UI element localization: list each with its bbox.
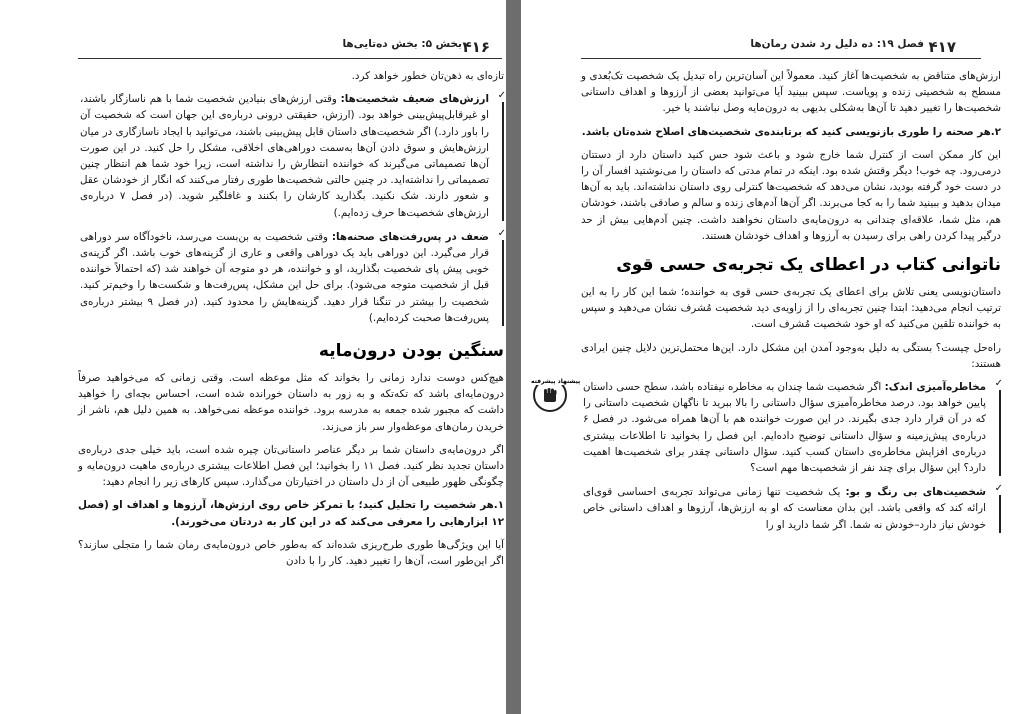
check-icon: ✓	[497, 227, 506, 239]
right-page-number: ۴۱۷	[928, 38, 956, 56]
hand-fist-icon	[540, 385, 560, 405]
left-page-number: ۴۱۶	[462, 38, 490, 56]
right-check-item-2	[581, 484, 1001, 533]
badge-label: پیشنهاد پیشرفته	[531, 378, 581, 385]
left-page	[0, 0, 506, 714]
left-check-item-1	[78, 91, 504, 221]
left-page-number-wrap	[457, 38, 496, 58]
right-check-1-lead: مخاطره‌آمیزی اندک:	[884, 381, 986, 394]
right-paragraph-5: راه‌حل چیست؟ بستگی به دلیل به‌وجود آمدن این مشکل دارد. این‌ها محتمل‌ترین دلایل چنین ایرادی هستند:	[581, 341, 1001, 370]
right-paragraph-3: این کار ممکن است از کنترل شما خارج شود و باعث شود حس کنید داستان دارد از دستتان درمی‌رود. چه خوب! دیگر وقتش شده بود. اینکه در تمام مدتی که داستان را می‌نوشتید افسار آن را در دست خود گرفته بودید، نشان می‌دهد که شخصیت‌ها کنترلی روی داستان نداشته‌اند. باید به آن‌ها میدان بدهید و ببینید شما را به کجا می‌برند. اگر آن‌ها آدم‌های زنده و سالم و صادقی باشند، خودشان هم، مثل شما، علاقه‌ای چندانی به درون‌مایه‌ی داستان نخواهند داشت. چنین آدم‌هایی بیش از حد درگیر پیدا کردن راهی برای رسیدن به آرزوها و اهداف خودشان هستند.	[581, 148, 1001, 242]
right-paragraph-1: ارزش‌های متناقض به شخصیت‌ها آغاز کنید. معمولاً این آسان‌ترین راه تبدیل یک شخصیت تک‌بُعدی و مسطح به شخصیتی زنده و پویاست. سپس ببینید آیا می‌توانید بعضی از آرزوها و اهداف داستانی شخصیت‌ها را تغییر دهید تا آن‌ها به‌شکلی بدیهی به درون‌مایه وصل نباشند یا خیر.	[581, 70, 1001, 115]
left-paragraph-1: هیچ‌کس دوست ندارد زمانی را بخواند که مثل موعظه است. وقتی زمانی که می‌خواهید صرفاً درون‌مایه‌ای باشد که تکه‌تکه و به زور به داستان خورانده شده است، احساس بچه‌ای را خواهید داشت که مجبور شده جمعه به مدرسه برود. خواننده موعظه نمی‌خواهد. به همین دلیل هم، ناشر از خریدن رمان‌های موعظه‌وار سر باز می‌زند.	[78, 372, 504, 433]
left-check-1-lead: ارزش‌های ضعیف شخصیت‌ها:	[340, 93, 489, 106]
right-paragraph-2: ۲.هر صحنه را طوری بازنویسی کنید که برتابنده‌ی شخصیت‌های اصلاح شده‌تان باشد.	[581, 125, 1001, 138]
left-paragraph-4: آیا این ویژگی‌ها طوری طرح‌ریزی شده‌اند که به‌طور خاص درون‌مایه‌ی رمان شما را متجلی سازند؟ اگر این‌طور است، آن‌ها را تغییر دهید. کار را با دادن	[78, 538, 504, 568]
left-section-heading: سنگین بودن درون‌مایه	[318, 341, 504, 362]
check-icon: ✓	[497, 90, 506, 102]
advanced-tip-badge	[531, 378, 581, 412]
right-check-2-lead: شخصیت‌های بی رنگ و بو:	[845, 486, 987, 499]
left-check-2-lead: ضعف در پس‌رفت‌های صحنه‌ها:	[331, 230, 489, 243]
right-header-rule	[581, 58, 981, 59]
right-check-item-1	[581, 379, 1001, 476]
right-paragraph-4: داستان‌نویسی یعنی تلاش برای اعطای یک تجربه‌ی حسی قوی به خواننده؛ شما این کار را به این ترتیب انجام می‌دهید: ابتدا چنین تجربه‌ای را از زاویه‌ی دید شخصیت مُشرف نشان می‌دهید و سپس به خواننده تلقین می‌کنید که او خود شخصیت مُشرف است.	[581, 286, 1001, 331]
left-running-header	[342, 38, 462, 58]
check-icon: ✓	[994, 483, 1003, 495]
right-running-header	[750, 38, 924, 58]
left-check-item-2	[78, 229, 504, 326]
left-paragraph-2: اگر درون‌مایه‌ی داستان شما بر دیگر عناصر داستانی‌تان چیره شده است، باید خیلی جدی درباره‌ی داستان تجدید نظر کنید. فصل ۱۱ را بخوانید؛ این فصل اطلاعات بیشتری درباره‌ی ماهیت درون‌مایه و چگونگی ظهور طبیعی آن از دل داستان در اختیارتان می‌گذارد. سپس کارهای زیر را انجام دهید:	[78, 443, 505, 489]
right-check-2-text: یک شخصیت تنها زمانی می‌تواند تجربه‌ی احساسی قوی‌ای ارائه کند که واقعی باشد. این بدان معناست که او به ارزش‌ها، آرزوها و اهداف داستانی خاص خودش نیاز دارد–خودش نه شما. اگر شما دارید او را	[583, 486, 986, 531]
right-check-1-text: اگر شخصیت شما چندان به مخاطره نیفتاده باشد، سطح حسی داستان پایین خواهد بود. درصد مخاطره‌آمیزی سؤال داستانی را بالا ببرید تا ناگهان شخصیت داستانی را که در آن قرار دارد جدی بگیرند. در این صورت خواننده هم با آن‌ها همراه می‌شود. در فصل ۶ درباره‌ی پیش‌زمینه و سؤال داستانی توضیح داده‌ایم. این فصل را بخوانید تا اطلاعات بیشتری درباره‌ی افزایش مخاطره‌ی داستان کسب کنید. سؤال داستانی چقدر برای شخصیت‌ها اهمیت دارد؟ این سؤال برای چند نفر از شخصیت‌ها مهم است؟	[583, 381, 986, 475]
left-header-title: بخش ۵: بخش دەتایی‌ها	[342, 38, 462, 50]
check-icon: ✓	[994, 378, 1003, 390]
left-check-1-text: وقتی ارزش‌های بنیادین شخصیت شما با هم ناسازگار باشند، او غیرقابل‌پیش‌بینی خواهد بود. (ارزش، حقیقتی درونی درباره‌ی این جهان است که شخصیت آن را باور دارد.) اگر شخصیت‌های داستان قابل پیش‌بینی باشند، می‌توانید با ایجاد ناسازگاری در میان ارزش‌هایش و سوق دادن آن‌ها به‌سمت دوراهی‌های اخلاقی، مشکل را حل کنید. در این صورت آن‌ها تصمیماتی می‌گیرند که خواننده انتظارش را نداشته است، زیرا خود شما هم انتظار چنین تصمیماتی را نداشته‌اید. در چنین حالتی شخصیت‌ها طوری رفتار می‌کنند که انگار از خودشان عقل و شعور دارند. شک نکنید. بگذارید کارشان را بکنند و غافلگیر شوید. (در فصل ۷ درباره‌ی ارزش‌های شخصیت‌ها حرف زده‌ایم.)	[80, 93, 489, 219]
left-intro: تازه‌ای به ذهن‌تان خطور خواهد کرد.	[351, 70, 504, 82]
right-text-column	[581, 68, 1001, 541]
left-paragraph-3: ۱.هر شخصیت را تحلیل کنید؛ با تمرکز خاص روی ارزش‌ها، آرزوها و اهداف او (فصل ۱۲ ابزارهایی را معرفی می‌کند که در این کار به دردتان می‌خورند).	[78, 499, 504, 528]
left-text-column	[78, 68, 504, 576]
left-header-rule	[78, 58, 502, 59]
right-section-heading: ناتوانی کتاب در اعطای یک تجربه‌ی حسی قوی	[616, 255, 1001, 276]
right-header-title: فصل ۱۹: ده دلیل رد شدن رمان‌ها	[750, 38, 924, 50]
right-page	[521, 0, 1024, 714]
right-page-number-wrap	[923, 38, 962, 58]
left-check-2-text: وقتی شخصیت به بن‌بست می‌رسد، ناخودآگاه سر دوراهی قرار می‌گیرد. این دوراهی باید یک دوراهی واقعی و عاری از گزینه‌های خوب باشد. اگر گزینه‌ی خوبی پیش پای شخصیت بگذارید، او و خواننده، هر دو متوجه آن خواهند شد (که احتمالاً خواننده قبل از شخصیت متوجه می‌شود). برای حل این مشکل، پس‌رفت‌ها و شکست‌ها را وخیم‌تر کنید. شخصیت را بیشتر در تنگنا قرار دهید. گزینه‌هایش را محدود کنید. (در فصل ۹ بیشتر درباره‌ی پس‌رفت‌ها صحبت کرده‌ایم.)	[80, 230, 489, 324]
